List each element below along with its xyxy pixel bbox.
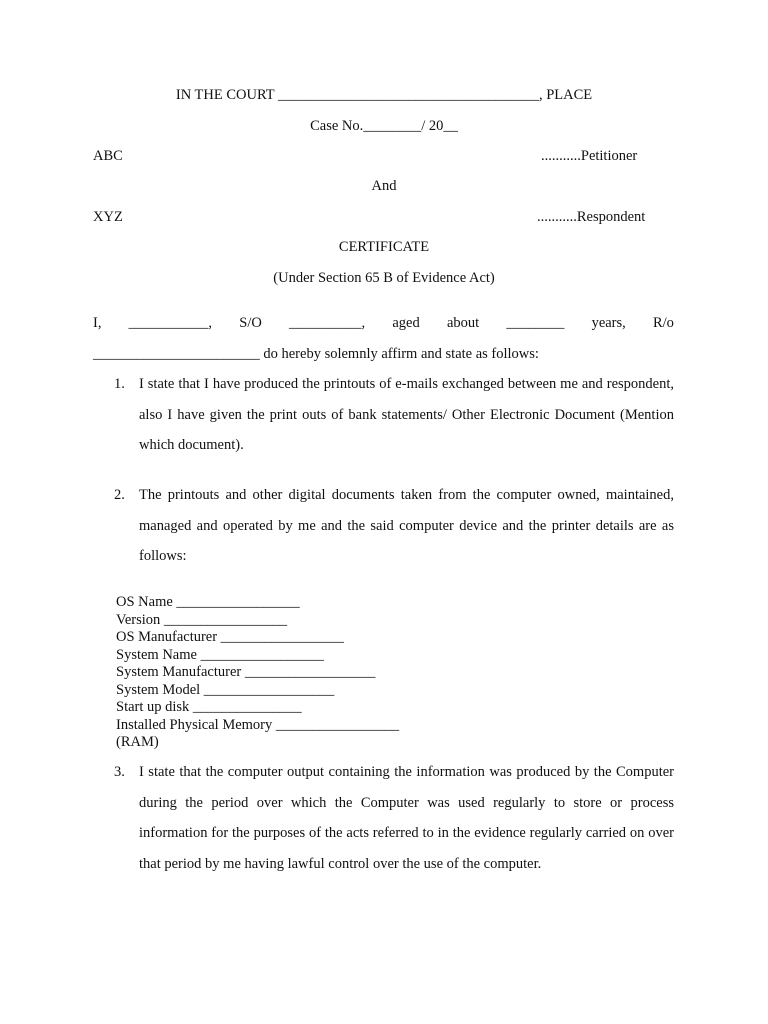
- petitioner-role: ...........Petitioner: [541, 148, 638, 164]
- intro-word: aged: [392, 315, 420, 331]
- spec-version: Version _________________: [116, 611, 288, 628]
- item-number: 2.: [114, 487, 125, 503]
- intro-blank-age: ________: [506, 315, 565, 331]
- spec-ram-label: (RAM): [116, 734, 159, 750]
- spec-physical-memory: Installed Physical Memory _________________: [116, 716, 400, 733]
- spec-os-manufacturer: OS Manufacturer _________________: [116, 629, 344, 645]
- intro-line-1: [93, 314, 674, 332]
- spec-startup-disk: Start up disk _______________: [116, 699, 302, 715]
- intro-word: I,: [93, 315, 102, 331]
- item-number: 1.: [114, 376, 125, 392]
- spec-system-manufacturer: System Manufacturer __________________: [116, 664, 376, 680]
- item-text: I state that the computer output containing the information was produced by the Computer during the period over which the Computer was used regularly to store or process information for the purposes of the acts referred to in the evidence regularly carried on over that period by me having lawful control over the use of the computer.: [139, 764, 674, 872]
- case-number: Case No.________/ 20__: [310, 118, 458, 134]
- certificate-heading: CERTIFICATE: [338, 239, 430, 255]
- spec-system-name: System Name _________________: [116, 646, 324, 663]
- item-text: I state that I have produced the printouts of e-mails exchanged between me and respondent, also I have given the print outs of bank statements/ Other Electronic Document (Mention which document).: [139, 376, 674, 454]
- spec-system-model: System Model __________________: [116, 681, 335, 698]
- item-number: 3.: [114, 764, 125, 780]
- respondent-role: ...........Respondent: [537, 209, 646, 225]
- intro-word: R/o: [652, 315, 674, 331]
- system-details-list: [116, 594, 399, 752]
- court-line: IN THE COURT ____________________________________, PLACE: [175, 87, 593, 103]
- spec-os-name: OS Name _________________: [116, 594, 300, 610]
- and-separator: And: [371, 178, 397, 194]
- petitioner-name: ABC: [93, 148, 123, 164]
- intro-blank-name: ___________,: [128, 315, 213, 331]
- intro-line-2: _______________________ do hereby solemnly affirm and state as follows:: [93, 346, 539, 362]
- certificate-subheading: (Under Section 65 B of Evidence Act): [273, 270, 495, 286]
- intro-word: about: [446, 315, 480, 331]
- item-text: The printouts and other digital documents taken from the computer owned, maintained, managed and operated by me and the said computer device and the printer details are as follows:: [139, 487, 674, 565]
- intro-word: S/O: [239, 315, 262, 331]
- intro-word: years,: [591, 315, 626, 331]
- intro-blank-father: __________,: [289, 315, 366, 331]
- respondent-name: XYZ: [93, 209, 123, 225]
